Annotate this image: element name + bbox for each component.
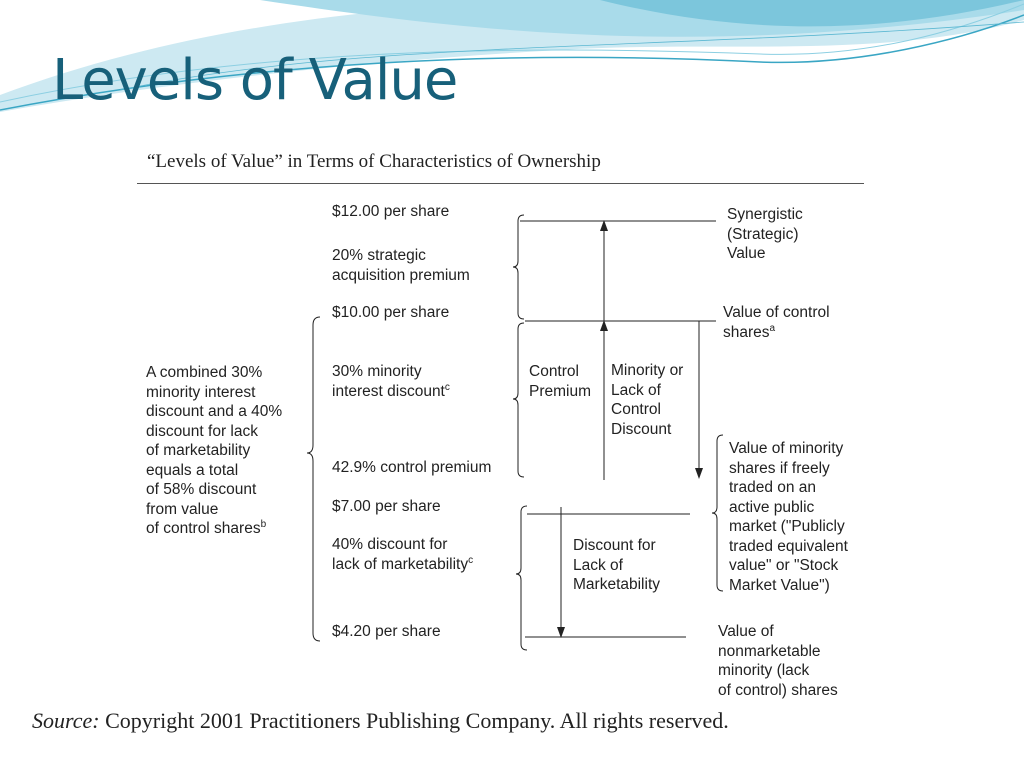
label-minority-control-discount: Minority or Lack of Control Discount (611, 362, 684, 438)
value-minority-freely-traded: Value of minority shares if freely traded on an active public market ("Publicly traded equivalent value" or "Stock Market Value") (729, 440, 848, 594)
footnote-mark-c: c (444, 381, 450, 393)
label-control-premium: 42.9% control premium (332, 459, 492, 476)
label-price-10: $10.00 per share (332, 304, 450, 321)
label-minority-discount (332, 362, 450, 401)
label-price-7: $7.00 per share (332, 498, 441, 515)
arrowhead-down-minority-discount (695, 468, 703, 479)
arrowhead-down-marketability (557, 627, 565, 638)
label-minority-discount-text: 30% minority interest discount (332, 363, 445, 400)
footnote-mark-c: c (468, 554, 474, 566)
label-marketability-discount-text: 40% discount for lack of marketability (332, 536, 469, 573)
label-marketability-discount (332, 535, 473, 574)
label-price-4-20: $4.20 per share (332, 623, 441, 640)
value-nonmarketable-minority: Value of nonmarketable minority (lack of control) shares (718, 623, 838, 699)
label-control-premium-bracket: Control Premium (529, 363, 592, 400)
label-strategic-premium: 20% strategic acquisition premium (332, 247, 470, 284)
brace-minority-freely-traded (712, 435, 723, 591)
value-control-shares-text: Value of control shares (723, 304, 830, 341)
brace-combined-discount (307, 317, 320, 641)
footnote-mark-b: b (260, 519, 267, 530)
source-label: Source: (32, 708, 100, 733)
brace-control-premium (513, 323, 524, 477)
brace-strategic-premium (513, 215, 524, 319)
source-text: Copyright 2001 Practitioners Publishing Company. All rights reserved. (99, 708, 729, 733)
arrowhead-up-control (600, 320, 608, 331)
brace-lack-of-marketability (516, 506, 527, 650)
value-synergistic: Synergistic (Strategic) Value (727, 206, 803, 262)
figure-title: “Levels of Value” in Terms of Characteristics of Ownership (147, 151, 601, 172)
slide-title: Levels of Value (52, 48, 458, 113)
left-note-text: A combined 30% minority interest discount and a 40% discount for lack of marketability equals a total of 58% discount from value of control shares (146, 364, 283, 537)
label-lack-of-marketability: Discount for Lack of Marketability (573, 537, 660, 593)
value-control-shares (723, 303, 830, 342)
arrowhead-up-synergistic (600, 220, 608, 231)
label-price-12: $12.00 per share (332, 203, 450, 220)
footnote-mark-a: a (769, 322, 776, 334)
levels-of-value-figure (137, 145, 873, 705)
left-note-combined-discount (146, 363, 282, 539)
source-citation (32, 708, 729, 734)
